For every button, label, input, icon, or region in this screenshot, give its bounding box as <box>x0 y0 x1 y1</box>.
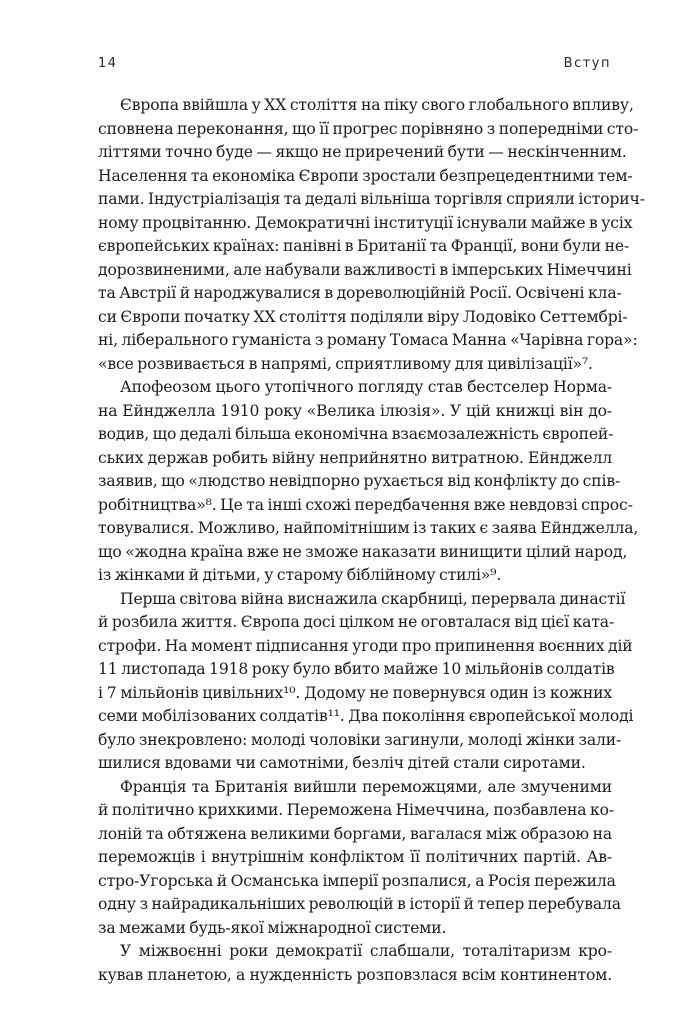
text-line: пами. Індустріалізація та дедалі вільніша торгівля сприяли історич- <box>98 190 645 208</box>
text-line: й політично крихкими. Переможена Німеччина, позбавлена ко- <box>98 801 614 819</box>
text-line: заявив, що «людство невідпорно рухається від конфлікту до спів- <box>98 472 621 490</box>
text-line: Європа ввійшла у ХХ століття на піку свого глобального впливу, <box>120 96 634 114</box>
text-line: робітництва»⁸. Це та інші схожі передбачення вже невдовзі спрос- <box>98 495 633 514</box>
page-number: 14 <box>98 56 118 71</box>
text-line: було знекровлено: молоді чоловіки загинули, молоді жінки зали- <box>98 730 622 749</box>
text-line: стро-Угорська й Османська імперії розпалися, а Росія пережила <box>98 871 616 890</box>
text-line: ні, ліберального гуманіста з роману Томаса Манна «Чарівна гора»: <box>98 331 638 349</box>
text-line: переможців і внутрішнім конфліктом її політичних партій. Ав- <box>98 848 612 866</box>
text-line: Франція та Британія вийшли переможцями, але змученими <box>120 777 612 796</box>
chapter-title: Вступ <box>563 56 611 71</box>
body-text <box>98 94 645 987</box>
text-line: си Європи початку ХХ століття поділяли віру Лодовіко Сеттембрі- <box>98 307 628 326</box>
text-line: Апофеозом цього утопічного погляду став бестселер Норма- <box>120 378 612 396</box>
text-line: й розбила життя. Європа досі цілком не оговталася від цієї ката- <box>98 613 615 631</box>
text-line: що «жодна країна вже не зможе наказати винищити цілий народ, <box>98 542 628 561</box>
text-line: товувалися. Можливо, найпомітнішим із таких є заява Ейнджелла, <box>98 519 639 537</box>
text-line: кував планетою, а нужденність розповзлася всім континентом. <box>98 965 612 984</box>
text-line: європейських країнах: панівні в Британії та Франції, вони були не- <box>98 237 630 255</box>
text-line: У міжвоєнні роки демократії слабшали, тоталітаризм кро- <box>120 942 612 960</box>
text-line: на Ейнджелла 1910 року «Велика ілюзія». У цій книжці він до- <box>98 401 612 420</box>
text-line: шилися вдовами чи самотніми, безліч дітей стали сиротами. <box>98 754 586 772</box>
text-line: Перша світова війна виснажила скарбниці, перервала династії <box>120 589 626 608</box>
text-line: 11 листопада 1918 року було вбито майже 10 мільйонів солдатів <box>98 660 615 678</box>
text-line: одну з найрадикальніших революцій в історії й тепер перебувала <box>98 895 621 913</box>
text-line: строфи. На момент підписання угоди про припинення воєнних дій <box>98 636 633 655</box>
text-line: водив, що дедалі більша економічна взаємозалежність європей- <box>98 425 614 443</box>
text-line: Населення та економіка Європи зростали безпрецедентними тем- <box>98 166 633 185</box>
text-line: дорозвиненими, але набували важливості в імперських Німеччині <box>98 260 632 279</box>
text-line: ному процвітанню. Демократичні інституції існували майже в усіх <box>98 213 633 232</box>
text-line: із жінками й дітьми, у старому біблійному стилі»⁹. <box>98 566 502 584</box>
text-line: семи мобілізованих солдатів¹¹. Два покоління європейської молоді <box>98 707 634 725</box>
text-line: і 7 мільйонів цивільних¹⁰. Додому не повернувся один із кожних <box>98 683 612 702</box>
text-line: лоній та обтяжена великими боргами, вагалася між образою на <box>98 824 612 843</box>
text-line: сповнена переконання, що її прогрес порівняно з попередніми сто- <box>98 119 639 138</box>
text-line: та Австрії й народжувалися в дореволюційній Росії. Освічені кла- <box>98 284 622 302</box>
running-head <box>98 56 611 76</box>
text-line: «все розвивається в напрямі, сприятливому для цивілізації»⁷. <box>98 354 593 373</box>
text-line: літтями точно буде — якщо не приречений бути — нескінченним. <box>98 143 627 161</box>
text-line: ських держав робить війну неприйнятно витратною. Ейнджелл <box>98 448 612 467</box>
text-line: за межами будь-якої міжнародної системи. <box>98 918 447 937</box>
